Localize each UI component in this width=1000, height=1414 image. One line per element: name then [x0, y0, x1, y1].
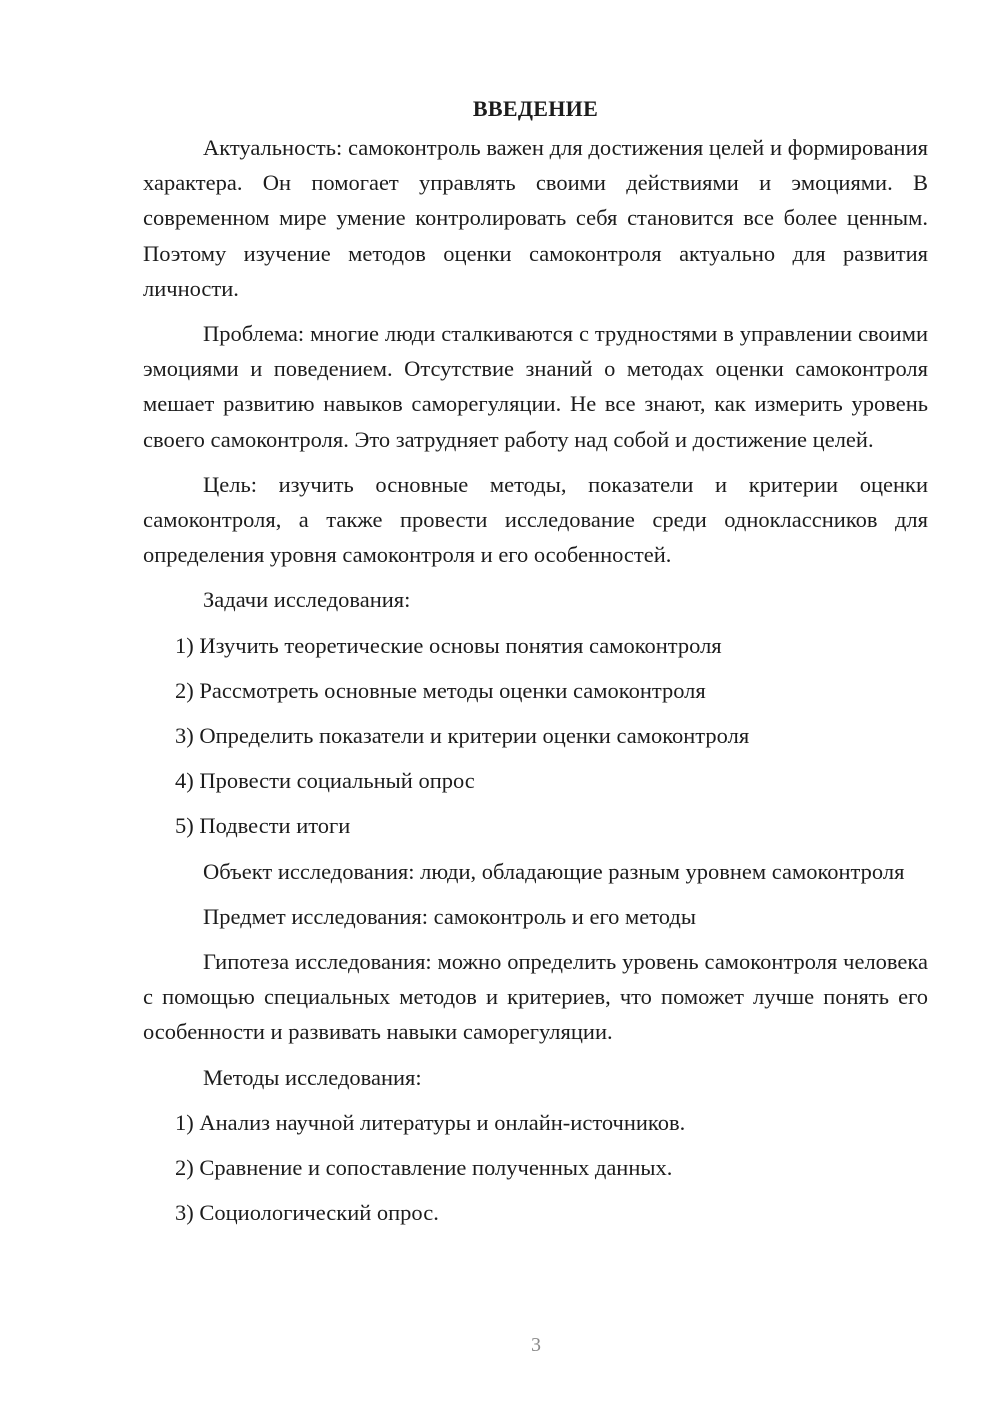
methods-heading: Методы исследования: — [203, 1064, 422, 1090]
problem-paragraph: Проблема: многие люди сталкиваются с трудностями в управлении своими эмоциями и поведением. Отсутствие знаний о методах оценки самоконтроля мешает развитию навыков саморегуляции. Не все знают, как измерить уровень своего самоконтроля. Это затрудняет работу над собой и достижение целей. — [143, 321, 928, 452]
list-item: 1) Изучить теоретические основы понятия самоконтроля — [175, 632, 722, 658]
hypothesis-paragraph: Гипотеза исследования: можно определить уровень самоконтроля человека с помощью специальных методов и критериев, что поможет лучше понять его особенности и развивать навыки саморегуляции. — [143, 949, 928, 1045]
object-paragraph: Объект исследования: люди, обладающие разным уровнем самоконтроля — [203, 858, 905, 884]
page-number: 3 — [531, 1334, 541, 1356]
document-page — [143, 90, 928, 1240]
list-item: 4) Провести социальный опрос — [175, 768, 475, 794]
list-item: 2) Рассмотреть основные методы оценки самоконтроля — [175, 677, 706, 703]
methods-list — [143, 1105, 928, 1231]
tasks-heading: Задачи исследования: — [203, 587, 411, 613]
tasks-list — [143, 628, 928, 844]
page-title: ВВЕДЕНИЕ — [472, 96, 599, 121]
goal-paragraph: Цель: изучить основные методы, показатели и критерии оценки самоконтроля, а также провести исследование среди одноклассников для определения уровня самоконтроля и его особенностей. — [143, 471, 928, 568]
relevance-paragraph: Актуальность: самоконтроль важен для достижения целей и формирования характера. Он помогает управлять своими действиями и эмоциями. В современном мире умение контролировать себя становится все более ценным. Поэтому изучение методов оценки самоконтроля актуально для развития личности. — [143, 135, 928, 301]
list-item: 3) Социологический опрос. — [175, 1200, 439, 1226]
list-item: 5) Подвести итоги — [175, 813, 351, 839]
subject-paragraph: Предмет исследования: самоконтроль и его методы — [203, 903, 696, 929]
list-item: 2) Сравнение и сопоставление полученных данных. — [175, 1155, 673, 1181]
list-item: 3) Определить показатели и критерии оценки самоконтроля — [175, 723, 750, 749]
list-item: 1) Анализ научной литературы и онлайн-источников. — [175, 1109, 686, 1135]
